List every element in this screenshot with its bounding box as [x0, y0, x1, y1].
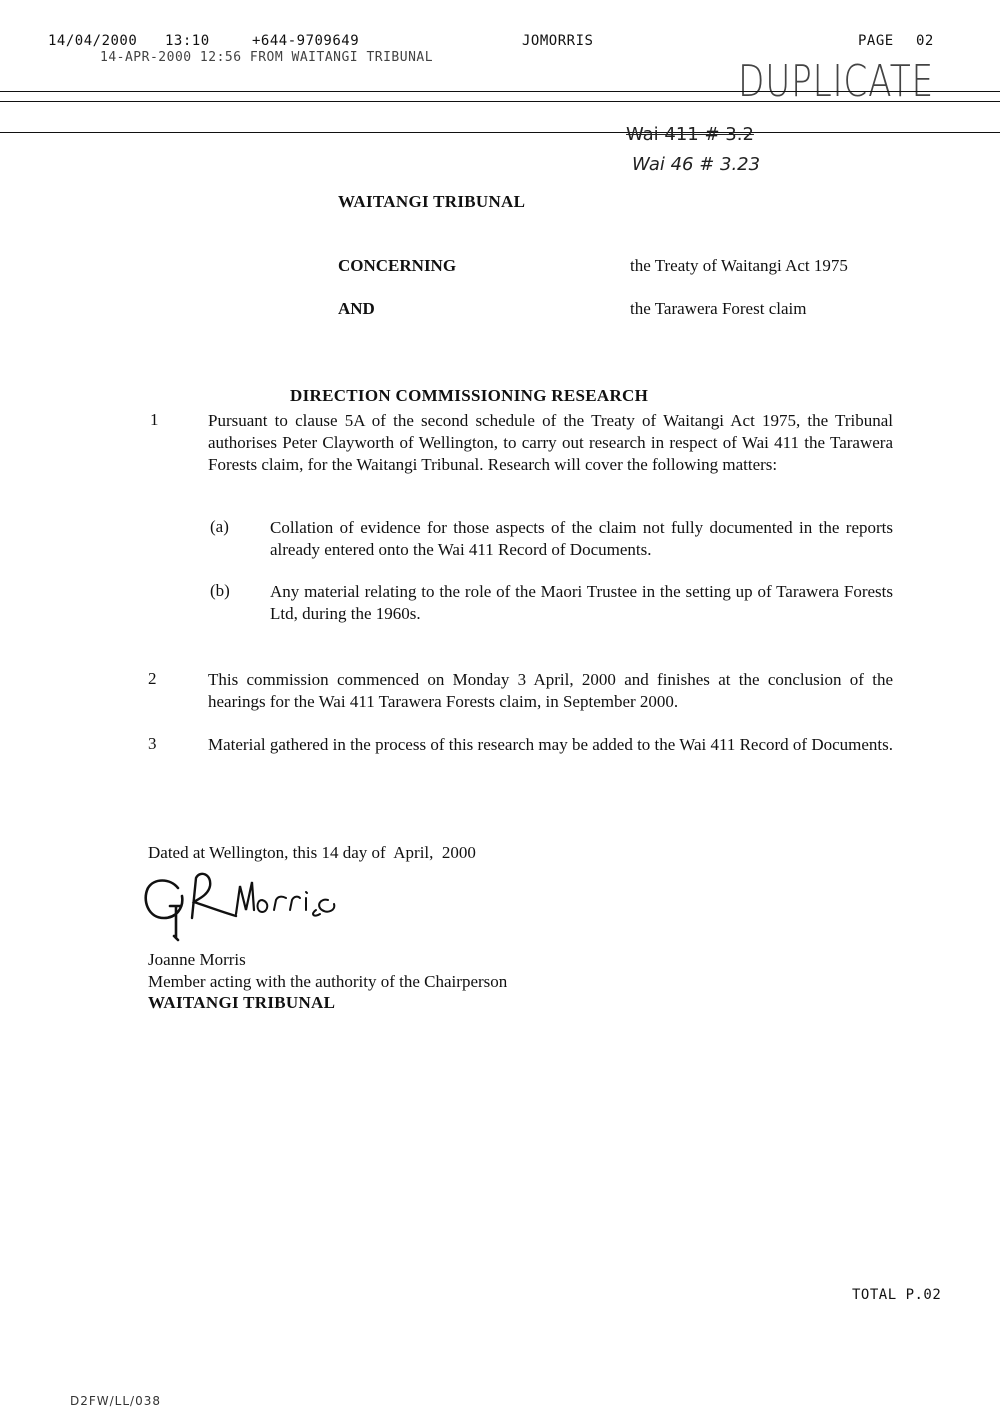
fax-sender: JOMORRIS: [522, 33, 594, 49]
signatory-name: Joanne Morris: [148, 950, 246, 969]
header-rule-2: [0, 101, 1000, 102]
fax-page-number: 02: [916, 33, 934, 49]
fax-time: 13:10: [165, 33, 210, 49]
fax-page-label: PAGE: [858, 33, 894, 49]
fax-second-line: 14-APR-2000 12:56 FROM WAITANGI TRIBUNAL: [100, 50, 434, 62]
subitem-b: Any material relating to the role of the Maori Trustee in the setting up of Tarawera Forests Ltd, during the 1960s.: [270, 582, 893, 623]
paragraph-2: This commission commenced on Monday 3 April, 2000 and finishes at the conclusion of the hearings for the Wai 411 Tarawera Forests claim, in September 2000.: [208, 670, 893, 711]
signatory-role: Member acting with the authority of the Chairperson: [148, 972, 508, 991]
signature: [140, 866, 350, 944]
fax-phone: +644-9709649: [252, 33, 360, 49]
paragraph-number-2: 2: [148, 669, 157, 688]
duplicate-stamp: DUPLICATE: [738, 56, 934, 107]
subitem-label-a: (a): [210, 517, 229, 536]
subitem-a: Collation of evidence for those aspects of the claim not fully documented in the reports already entered onto the Wai 411 Record of Documents.: [270, 518, 893, 559]
subitem-label-b: (b): [210, 581, 230, 600]
paragraph-number-3: 3: [148, 734, 157, 753]
paragraph-number-1: 1: [150, 410, 159, 429]
signatory-organization: WAITANGI TRIBUNAL: [148, 993, 336, 1012]
page-title: WAITANGI TRIBUNAL: [338, 192, 526, 211]
paragraph-1: Pursuant to clause 5A of the second schedule of the Treaty of Waitangi Act 1975, the Tribunal authorises Peter Clayworth of Wellington, to carry out research in respect of Wai 411 the Tarawera Forests claim, for the Waitangi Tribunal. Research will cover the following matters:: [208, 411, 893, 474]
and-label: AND: [338, 299, 375, 318]
header-rule-3: [0, 132, 1000, 133]
fax-total-pages: TOTAL P.02: [852, 1287, 942, 1303]
concerning-value: the Treaty of Waitangi Act 1975: [630, 256, 848, 275]
dated-line: Dated at Wellington, this 14 day of April, 2000: [148, 843, 476, 862]
fax-date: 14/04/2000: [48, 33, 138, 49]
paragraph-3: Material gathered in the process of this research may be added to the Wai 411 Record of Documents.: [208, 735, 894, 754]
bottom-reference-code: D2FW/LL/038: [70, 1394, 162, 1408]
and-value: the Tarawera Forest claim: [630, 299, 807, 318]
direction-heading: DIRECTION COMMISSIONING RESEARCH: [290, 386, 649, 405]
header-rule-1: [0, 91, 1000, 92]
handwritten-ref-wai46: Wai 46 # 3.23: [632, 154, 761, 175]
concerning-label: CONCERNING: [338, 256, 457, 275]
handwritten-ref-wai411: Wai 411 # 3.2: [626, 124, 754, 145]
